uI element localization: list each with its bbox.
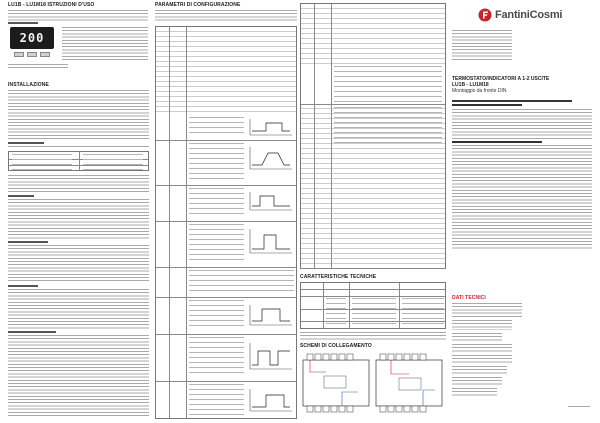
section-text (8, 146, 149, 149)
wiring-diagram-lu1b (302, 352, 372, 414)
figure-caption (8, 64, 68, 68)
section-heading (8, 142, 44, 144)
dati-tecnici-entry (452, 333, 502, 341)
installazione-heading: INSTALLAZIONE (8, 82, 49, 88)
display-table (8, 151, 149, 171)
dati-tecnici-entry (452, 377, 502, 385)
disposal-heading (452, 100, 572, 102)
section-heading (8, 241, 48, 243)
disposal-text (452, 109, 592, 139)
document-code (568, 406, 590, 409)
disposal-subheading (452, 141, 542, 143)
product-model: LU1B - LU1M18 (452, 82, 489, 89)
parameters-table-left (155, 26, 297, 419)
installazione-text (8, 90, 149, 140)
device-display (10, 27, 54, 49)
graph-diagram (248, 117, 294, 137)
product-header (452, 76, 549, 95)
key-legend (62, 27, 148, 61)
parameters-heading: PARAMETRI DI CONFIGURAZIONE (155, 2, 241, 8)
brand-name: FantiniCosmi (495, 9, 563, 21)
key-button (40, 52, 50, 57)
graph-diagram (248, 227, 294, 255)
section-heading (8, 285, 38, 287)
key-button (14, 52, 24, 57)
dati-tecnici-heading: DATI TECNICI (452, 295, 486, 301)
dati-tecnici-entry (452, 344, 512, 352)
dati-tecnici-entry (452, 388, 497, 396)
product-mount: Montaggio da fronte DIN (452, 88, 507, 95)
section-text (8, 175, 149, 193)
graph-diagram (248, 341, 294, 371)
section-heading (8, 22, 38, 24)
graph-diagram (248, 303, 294, 327)
section-heading (8, 331, 56, 333)
schemi-heading: SCHEMI DI COLLEGAMENTO (300, 343, 372, 349)
section-heading (8, 195, 34, 197)
disposal-text (452, 145, 592, 250)
brand-logo-icon (478, 8, 492, 22)
section-text (8, 289, 149, 329)
brand-logo (478, 8, 562, 22)
section-text (8, 199, 149, 239)
company-address (452, 30, 512, 60)
section-text (8, 245, 149, 283)
disposal-heading (452, 104, 522, 106)
dati-tecnici-entry (452, 320, 512, 330)
section-text (8, 335, 149, 417)
document-title: LU1B - LU1M18 ISTRUZIONI D'USO (8, 2, 95, 8)
parameters-table-right (300, 3, 446, 269)
product-title: TERMOSTATO/INDICATORI A 1-2 USCITE (452, 76, 550, 82)
wiring-diagram-lu1m18 (375, 352, 445, 414)
key-button (27, 52, 37, 57)
specs-notes (300, 332, 446, 340)
dati-tecnici-entry (452, 366, 507, 374)
dati-tecnici-entry (452, 303, 522, 317)
graph-diagram (248, 145, 294, 171)
intro-text (8, 10, 148, 21)
dati-tecnici-entry (452, 355, 512, 363)
specs-table (300, 282, 446, 329)
graph-diagram (248, 190, 294, 212)
display-value: 200 (19, 31, 45, 45)
caratteristiche-heading: CARATTERISTICHE TECNICHE (300, 274, 377, 280)
parameters-intro (155, 10, 297, 23)
graph-diagram (248, 387, 294, 413)
device-keys (14, 52, 50, 57)
